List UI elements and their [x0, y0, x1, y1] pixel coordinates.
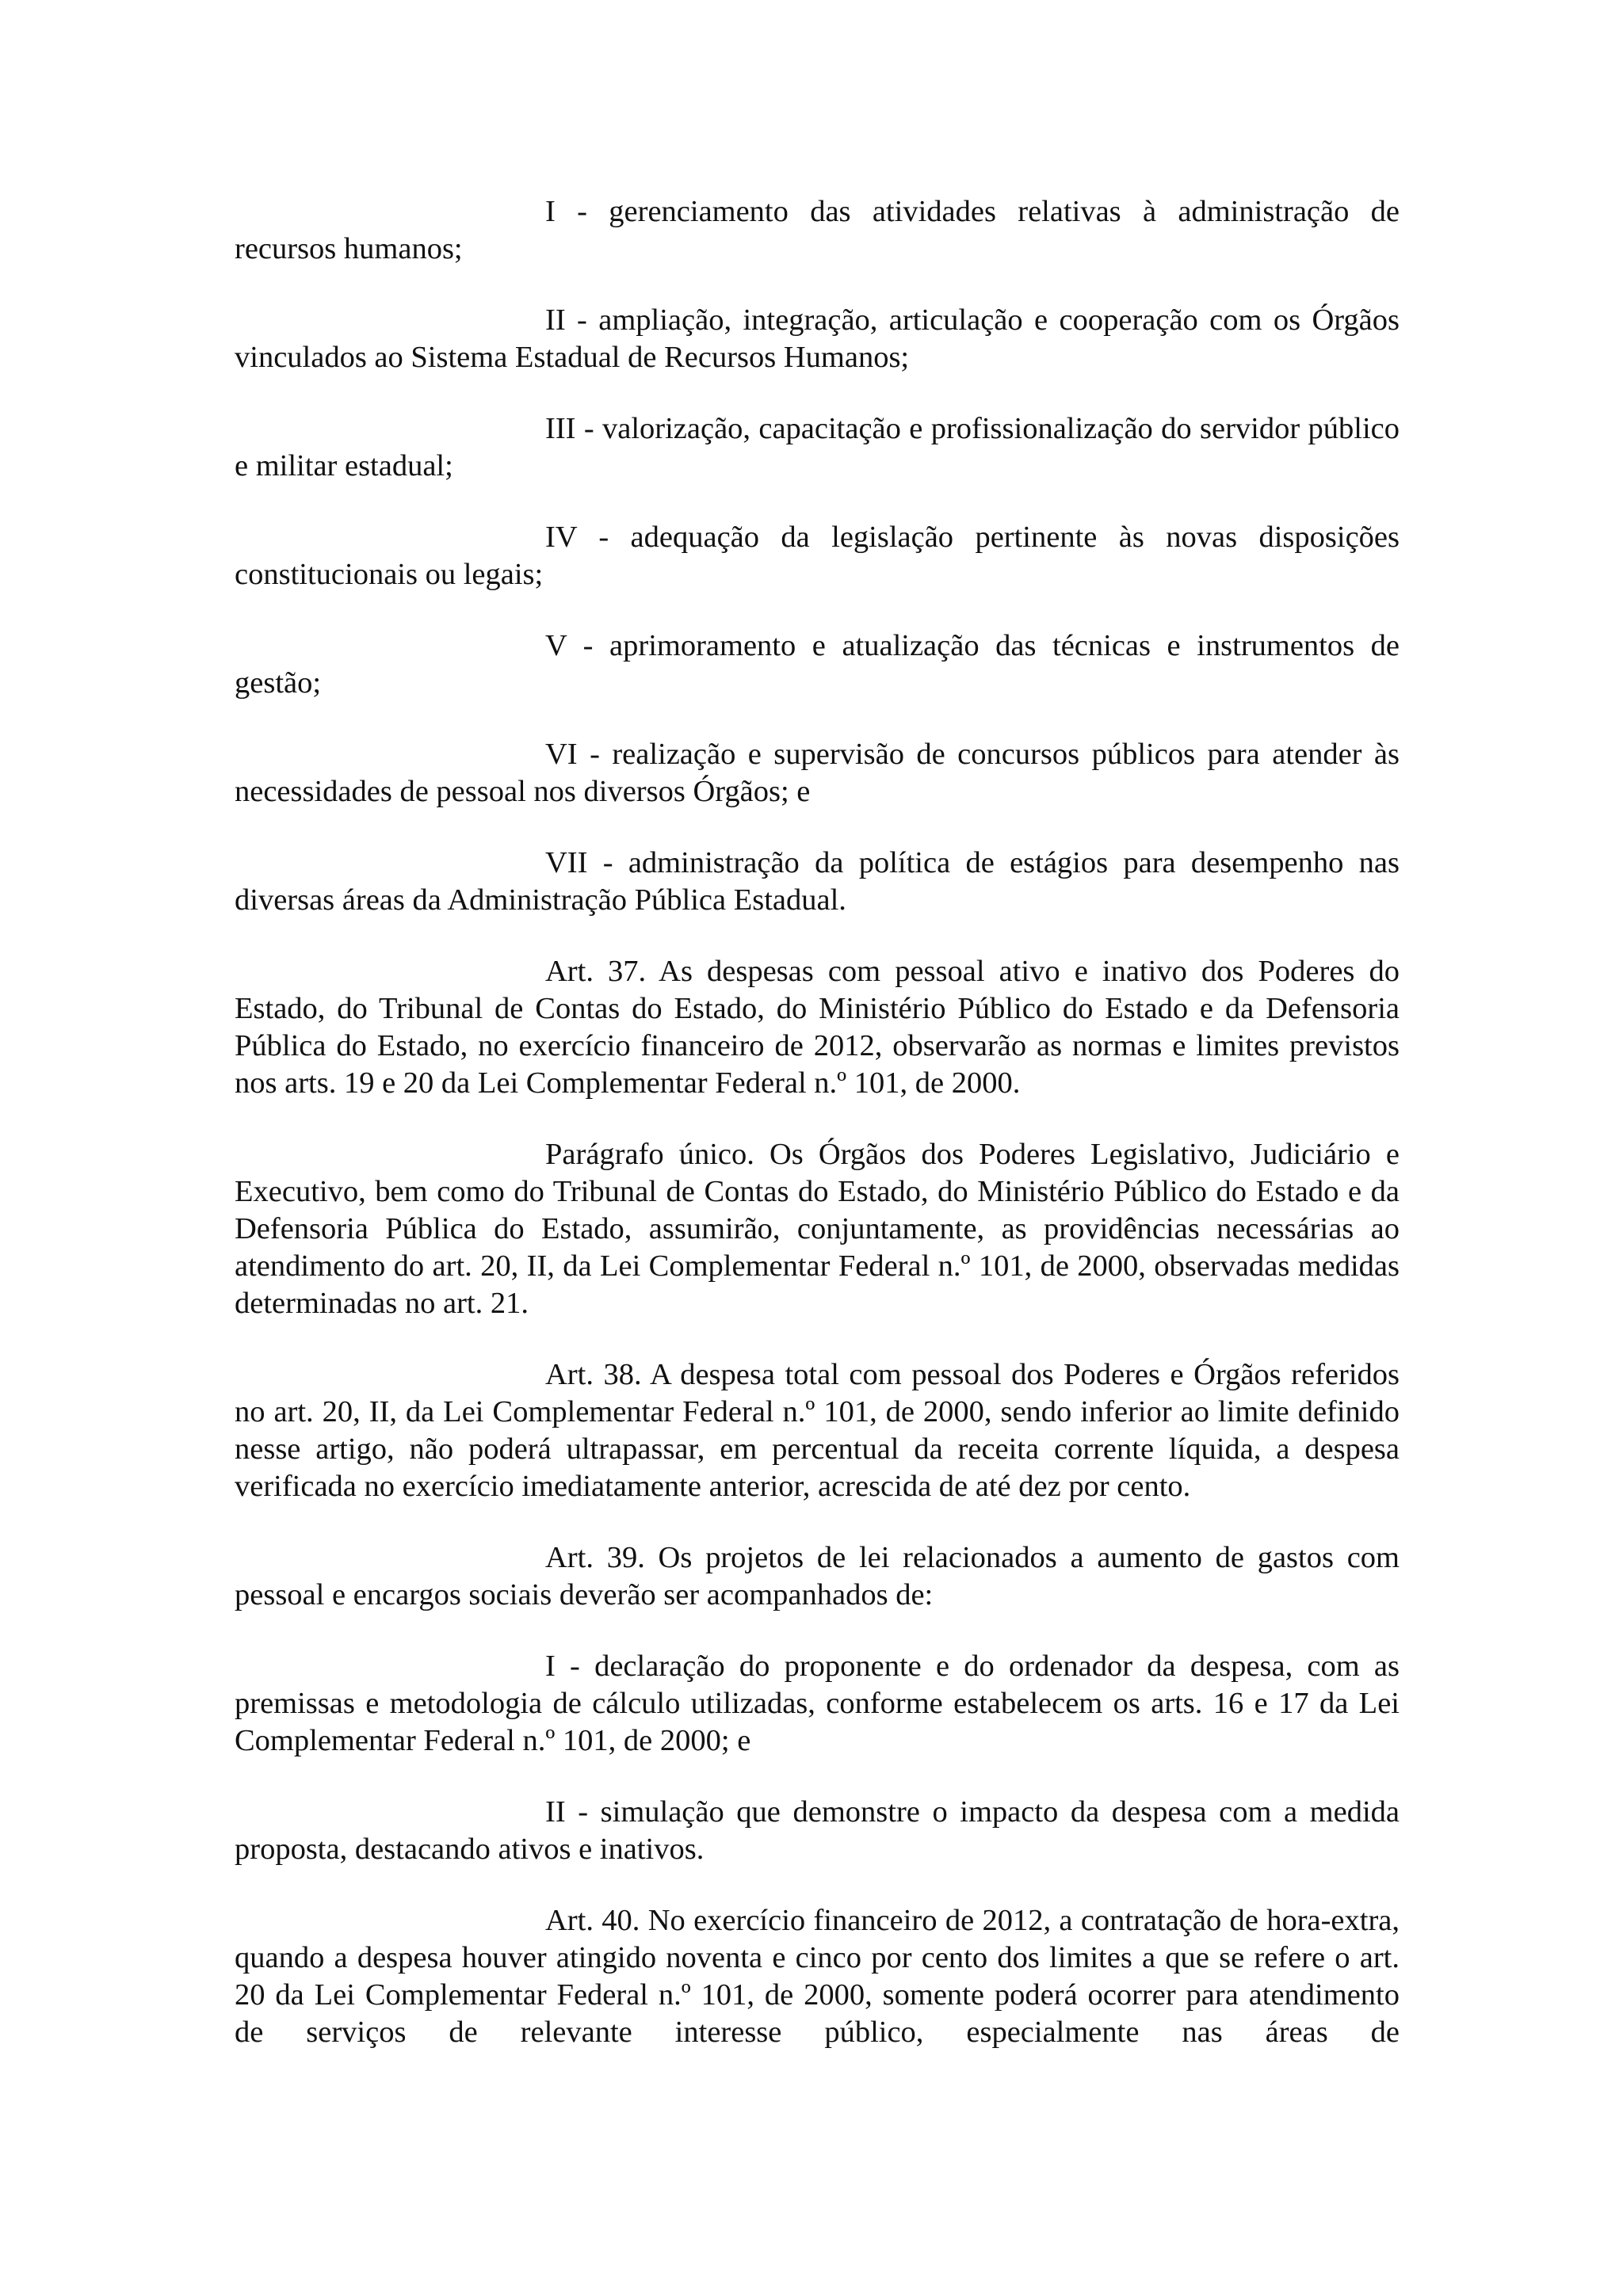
paragraph-art-37: Art. 37. As despesas com pessoal ativo e inativo dos Poderes do Estado, do Tribunal de Contas do Estado, do Ministério Público do Estado e da Defensoria Pública do Estado, no exercício financeiro de 2012, observarão as normas e limites previstos nos arts. 19 e 20 da Lei Complementar Federal n.º 101, de 2000.: [235, 955, 1400, 1100]
paragraph-continuation: gestão;: [235, 666, 322, 700]
paragraph-item-iii-valorizacao: III - valorização, capacitação e profissionalização do servidor público e militar estadual;: [235, 412, 1400, 482]
paragraph-art-39-item-i: I - declaração do proponente e do ordenador da despesa, com as premissas e metodologia de cálculo utilizadas, conforme estabelecem os arts. 16 e 17 da Lei Complementar Federal n.º 101, de 2000; e: [235, 1650, 1400, 1757]
paragraph-art-40: Art. 40. No exercício financeiro de 2012, a contratação de hora-extra, quando a despesa houver atingido noventa e cinco por cento dos limites a que se refere o art. 20 da Lei Complementar Federal n.º 101, de 2000, somente poderá ocorrer para atendimento de serviços de relevante interesse público, especialmente nas áreas de: [235, 1904, 1400, 2049]
paragraph-item-iv-adequacao: IV - adequação da legislação pertinente às novas disposições constitucionais ou legais;: [235, 521, 1400, 591]
paragraph-item-vii-estagios: VII - administração da política de estágios para desempenho nas diversas áreas da Administração Pública Estadual.: [235, 846, 1400, 917]
paragraph-continuation: recursos humanos;: [235, 232, 463, 265]
paragraph-art-39-item-ii: II - simulação que demonstre o impacto da despesa com a medida proposta, destacando ativos e inativos.: [235, 1795, 1400, 1866]
paragraph-item-v-aprimoramento: [235, 627, 1400, 702]
paragraph-first-line: V - aprimoramento e atualização das técnicas e instrumentos de: [545, 629, 1400, 662]
paragraph-item-vi-concursos: VI - realização e supervisão de concursos públicos para atender às necessidades de pessoal nos diversos Órgãos; e: [235, 738, 1400, 808]
paragraph-art-38: Art. 38. A despesa total com pessoal dos Poderes e Órgãos referidos no art. 20, II, da Lei Complementar Federal n.º 101, de 2000, sendo inferior ao limite definido nesse artigo, não poderá ultrapassar, em percentual da receita corrente líquida, a despesa verificada no exercício imediatamente anterior, acrescida de até dez por cento.: [235, 1358, 1400, 1503]
document-page: [235, 193, 1400, 2051]
paragraph-art-37-paragrafo-unico: Parágrafo único. Os Órgãos dos Poderes Legislativo, Judiciário e Executivo, bem como do Tribunal de Contas do Estado, do Ministério Público do Estado e da Defensoria Pública do Estado, assumirão, conjuntamente, as providências necessárias ao atendimento do art. 20, II, da Lei Complementar Federal n.º 101, de 2000, observadas medidas determinadas no art. 21.: [235, 1138, 1400, 1320]
paragraph-first-line: I - gerenciamento das atividades relativas à administração de: [545, 195, 1400, 228]
paragraph-art-39: Art. 39. Os projetos de lei relacionados a aumento de gastos com pessoal e encargos sociais deverão ser acompanhados de:: [235, 1541, 1400, 1611]
paragraph-item-i-recursos-humanos: [235, 193, 1400, 268]
paragraph-item-ii-ampliacao: II - ampliação, integração, articulação e cooperação com os Órgãos vinculados ao Sistema Estadual de Recursos Humanos;: [235, 303, 1400, 374]
